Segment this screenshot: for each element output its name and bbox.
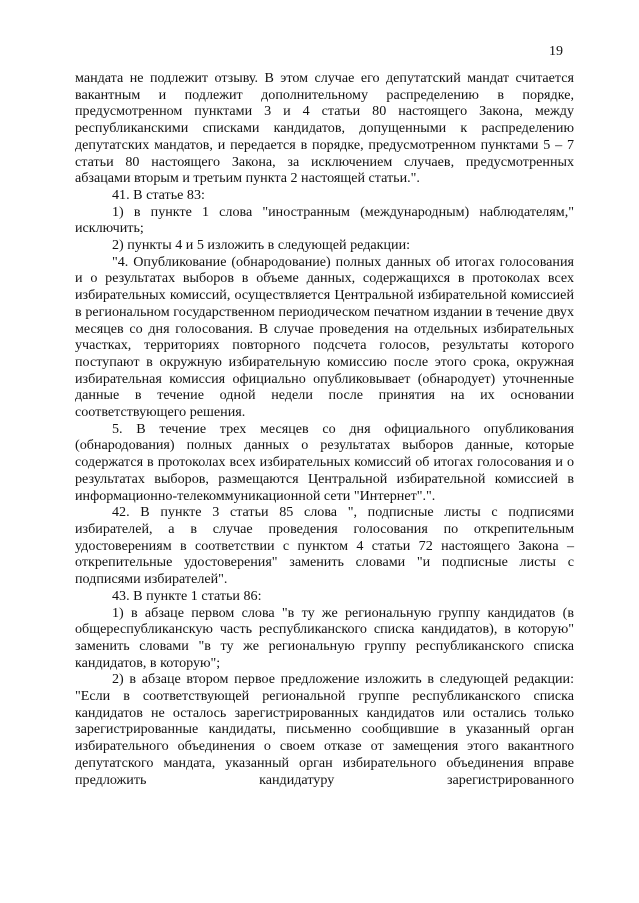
paragraph-item-42: 42. В пункте 3 статьи 85 слова ", подписные листы с подписями избирателей, а в случае проведения голосования по открепительным удостоверениям в соответствии с пунктом 4 статьи 72 настоящего Закона – открепительные удостоверения" заменить словами "и подписные листы с подписями избирателей". [75, 504, 574, 588]
paragraph-continuation: мандата не подлежит отзыву. В этом случае его депутатский мандат считается вакантным и подлежит дополнительному распределению в порядке, предусмотренном пунктами 3 и 4 статьи 80 настоящего Закона, между республиканскими списками кандидатов, допущенными к распределению депутатских мандатов, и передается в порядке, предусмотренном пунктами 5 – 7 статьи 80 настоящего Закона, за исключением случаев, предусмотренных абзацами вторым и третьим пункта 2 настоящей статьи.". [75, 70, 574, 187]
page-number: 19 [549, 44, 563, 59]
paragraph-item-43: 43. В пункте 1 статьи 86: [112, 587, 262, 604]
document-body [75, 70, 574, 788]
paragraph-43-subitem-2: 2) в абзаце втором первое предложение изложить в следующей редакции: "Если в соответствующей региональной группе республиканского списка кандидатов не осталось зарегистрированных кандидатов или остались только зарегистрированные кандидаты, письменно сообщившие в указанный орган избирательного объединения о своем отказе от замещения этого вакантного депутатского мандата, указанный орган избирательного объединения вправе предложить кандидатуру зарегистрированного [75, 671, 574, 788]
paragraph-41-subitem-1: 1) в пункте 1 слова "иностранным (международным) наблюдателям," исключить; [75, 203, 574, 237]
paragraph-43-subitem-1: 1) в абзаце первом слова "в ту же региональную группу кандидатов (в общереспубликанскую часть республиканского списка кандидатов), в которую" заменить словами "в ту же региональную группу республиканского списка кандидатов, в которую"; [75, 604, 574, 671]
paragraph-item-41: 41. В статье 83: [112, 186, 205, 203]
paragraph-new-point-5: 5. В течение трех месяцев со дня официального опубликования (обнародования) полных данных о результатах выборов данные, которые содержатся в протоколах всех избирательных комиссий об итогах голосования и о результатах выборов, размещаются Центральной избирательной комиссией в информационно-телекоммуникационной сети "Интернет".". [75, 420, 574, 504]
paragraph-41-subitem-2: 2) пункты 4 и 5 изложить в следующей редакции: [112, 237, 411, 254]
paragraph-new-point-4: "4. Опубликование (обнародование) полных данных об итогах голосования и о результатах выборов в объеме данных, содержащихся в протоколах всех избирательных комиссий, осуществляется Центральной избирательной комиссией в региональном государственном периодическом печатном издании в течение двух месяцев со дня голосования. В случае проведения на отдельных избирательных участках, территориях повторного подсчета голосов, результаты которого поступают в окружную избирательную комиссию после этого срока, окружная избирательная комиссия официально опубликовывает (обнародует) уточненные данные в течение одной недели после принятия на их основании соответствующего решения. [75, 253, 574, 421]
